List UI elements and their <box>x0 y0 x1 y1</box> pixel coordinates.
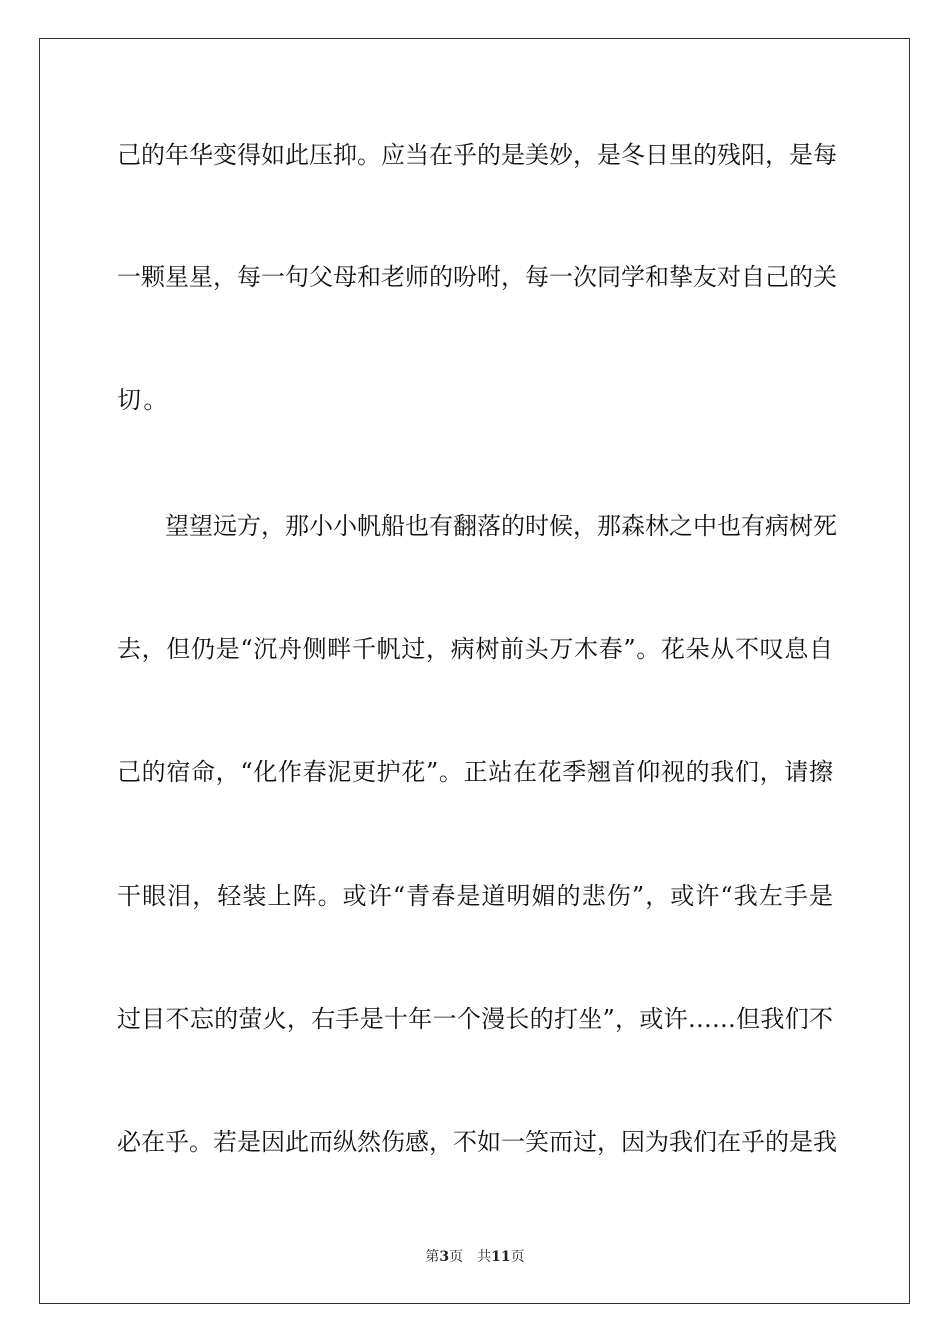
footer-page-suffix: 页 <box>449 1249 464 1265</box>
footer-total-suffix: 页 <box>510 1249 525 1265</box>
text-line-2: 一颗星星，每一句父母和老师的吩咐，每一次同学和挚友对自己的关 <box>117 263 837 291</box>
text-line-6: 己的宿命，“化作春泥更护花”。正站在花季翘首仰视的我们，请擦 <box>117 758 833 786</box>
footer-page-prefix: 第 <box>425 1249 440 1265</box>
footer-total-prefix: 共 <box>477 1249 492 1265</box>
text-line-3: 切。 <box>117 386 170 414</box>
page-footer <box>0 1248 950 1266</box>
footer-total-pages: 11 <box>491 1249 511 1265</box>
text-line-1: 己的年华变得如此压抑。应当在乎的是美妙，是冬日里的残阳，是每 <box>117 141 837 169</box>
text-line-9: 必在乎。若是因此而纵然伤感，不如一笑而过，因为我们在乎的是我 <box>117 1128 837 1156</box>
text-line-8: 过目不忘的萤火，右手是十年一个漫长的打坐”，或许……但我们不 <box>117 1005 833 1033</box>
text-line-4: 望望远方，那小小帆船也有翻落的时候，那森林之中也有病树死 <box>165 512 837 540</box>
footer-page-number: 3 <box>439 1249 450 1265</box>
text-line-5: 去，但仍是“沉舟侧畔千帆过，病树前头万木春”。花朵从不叹息自 <box>117 635 833 663</box>
text-line-7: 干眼泪，轻装上阵。或许“青春是道明媚的悲伤”，或许“我左手是 <box>117 882 833 910</box>
page-border <box>39 38 910 1304</box>
